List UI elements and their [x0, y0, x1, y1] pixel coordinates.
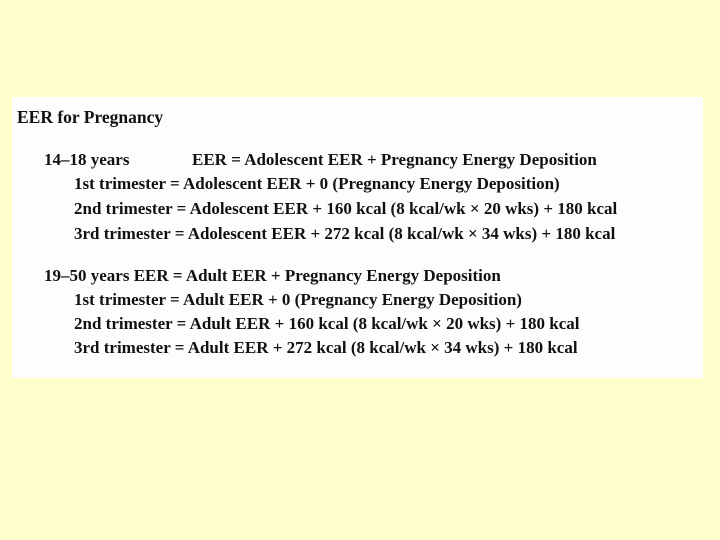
adult-trimester-3: 3rd trimester = Adult EER + 272 kcal (8 kcal/wk × 34 wks) + 180 kcal: [74, 338, 578, 357]
teen-eer-formula: EER = Adolescent EER + Pregnancy Energy Deposition: [192, 150, 597, 169]
teen-trimester-3: 3rd trimester = Adolescent EER + 272 kcal (8 kcal/wk × 34 wks) + 180 kcal: [74, 224, 616, 243]
teen-trimester-1: 1st trimester = Adolescent EER + 0 (Pregnancy Energy Deposition): [74, 174, 560, 193]
teen-eer-heading: [44, 151, 597, 168]
teen-trimester-2: 2nd trimester = Adolescent EER + 160 kcal (8 kcal/wk × 20 wks) + 180 kcal: [74, 199, 618, 218]
adult-trimester-1: 1st trimester = Adult EER + 0 (Pregnancy Energy Deposition): [74, 290, 522, 309]
slide-title: EER for Pregnancy: [17, 107, 164, 127]
adult-eer-heading: 19–50 years EER = Adult EER + Pregnancy Energy Deposition: [44, 266, 501, 285]
teen-age-range: 14–18 years: [44, 150, 130, 169]
eer-table-image: [12, 97, 703, 378]
adult-trimester-2: 2nd trimester = Adult EER + 160 kcal (8 kcal/wk × 20 wks) + 180 kcal: [74, 314, 580, 333]
